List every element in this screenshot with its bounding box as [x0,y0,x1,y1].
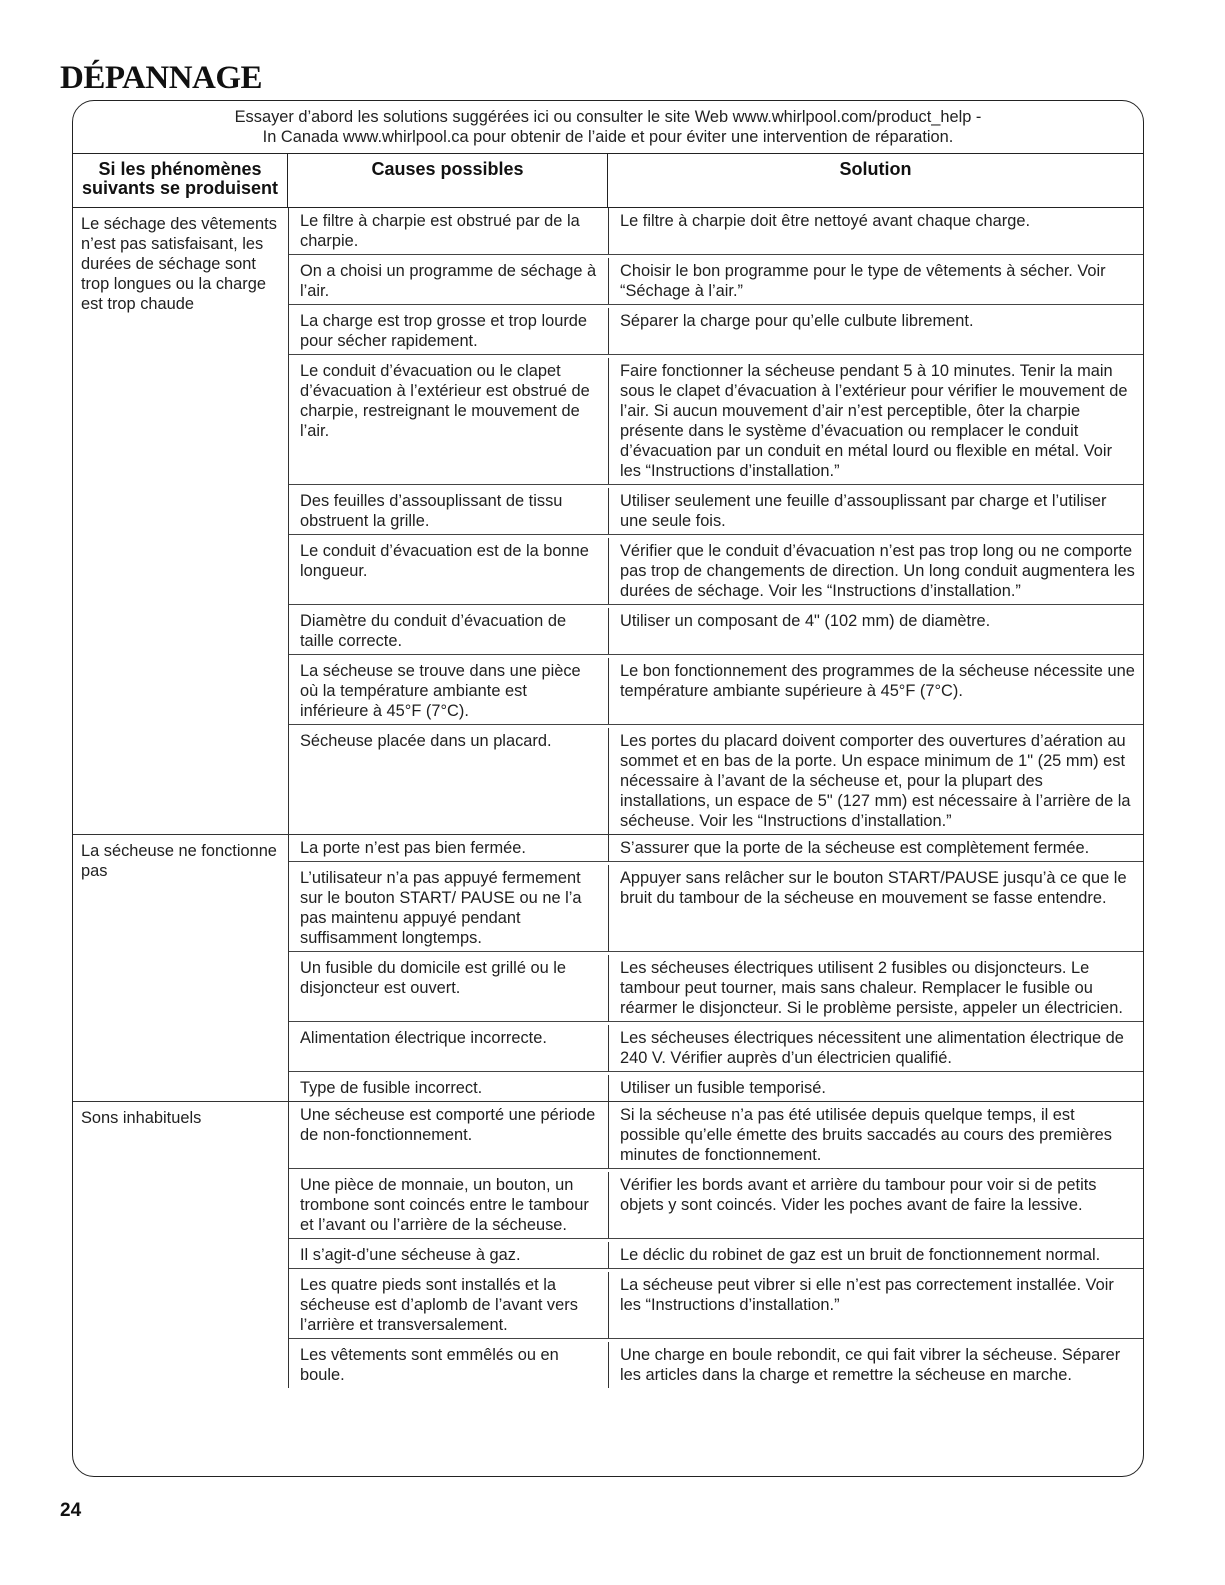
cause-cell: Une sécheuse est comporté une période de non-fonctionnement. [289,1102,609,1168]
solution-cell: Utiliser seulement une feuille d’assouplissant par charge et l’utiliser une seule fois. [620,492,1107,530]
cause-cell: Le conduit d’évacuation est de la bonne longueur. [289,538,609,604]
cause-cell: Des feuilles d’assouplissant de tissu obstruent la grille. [289,488,609,534]
symptom-group [73,208,1143,834]
header-symptom [73,154,288,207]
solution-cell: Le bon fonctionnement des programmes de la sécheuse nécessite une température ambiante supérieure à 45°F (7°C). [620,662,1135,700]
table-body [73,208,1143,1388]
table-row [289,1272,1143,1339]
solution-cell: Si la sécheuse n’a pas été utilisée depuis quelque temps, il est possible qu’elle émette des bruits saccadés au cours des premières minutes de fonctionnement. [620,1106,1112,1164]
symptom-cell: Le séchage des vêtements n’est pas satisfaisant, les durées de séchage sont trop longues ou la charge est trop chaude [81,215,277,313]
table-row [289,308,1143,355]
solution-cell: Vérifier les bords avant et arrière du tambour pour voir si de petits objets y sont coincés. Vider les poches avant de faire la lessive. [620,1176,1097,1214]
solution-cell: Une charge en boule rebondit, ce qui fait vibrer la sécheuse. Séparer les articles dans la charge et remettre la sécheuse en marche. [620,1346,1121,1384]
cause-cell: Une pièce de monnaie, un bouton, un trombone sont coincés entre le tambour et l’avant ou l’arrière de la sécheuse. [289,1172,609,1238]
table-row [289,538,1143,605]
intro-text [73,101,1143,153]
cause-cell: Les vêtements sont emmêlés ou en boule. [289,1342,609,1388]
header-solution: Solution [839,159,912,179]
cause-cell: La porte n’est pas bien fermée. [289,835,609,861]
cause-cell: Alimentation électrique incorrecte. [289,1025,609,1071]
page-number: 24 [60,1500,82,1521]
solution-cell: Choisir le bon programme pour le type de vêtements à sécher. Voir “Séchage à l’air.” [620,262,1106,300]
table-row [289,728,1143,834]
cause-cell: On a choisi un programme de séchage à l’air. [289,258,609,304]
table-row [289,488,1143,535]
table-header [73,153,1143,208]
cause-cell: Le filtre à charpie est obstrué par de la charpie. [289,208,609,254]
solution-cell: Les sécheuses électriques nécessitent une alimentation électrique de 240 V. Vérifier auprès d’un électricien qualifié. [620,1029,1124,1067]
table-row [289,1342,1143,1388]
table-row [289,358,1143,485]
solution-cell: Utiliser un composant de 4" (102 mm) de diamètre. [620,612,991,630]
table-row [289,1242,1143,1269]
intro-line-2: In Canada www.whirlpool.ca pour obtenir de l’aide et pour éviter une intervention de réparation. [262,128,954,146]
solution-cell: Appuyer sans relâcher sur le bouton START/PAUSE jusqu’à ce que le bruit du tambour de la sécheuse en mouvement se fasse entendre. [620,869,1127,907]
cause-cell: L’utilisateur n’a pas appuyé fermement sur le bouton START/ PAUSE ou ne l’a pas maintenu appuyé pendant suffisamment longtemps. [289,865,609,951]
cause-solution-rows [288,1102,1143,1388]
cause-cell: Diamètre du conduit d’évacuation de taille correcte. [289,608,609,654]
solution-cell: S’assurer que la porte de la sécheuse est complètement fermée. [620,839,1090,857]
solution-cell: Séparer la charge pour qu’elle culbute librement. [620,312,974,330]
table-row [289,1025,1143,1072]
symptom-group [73,834,1143,1101]
table-row [289,258,1143,305]
header-symptom-line-2: suivants se produisent [81,178,279,198]
table-row [289,1075,1143,1101]
cause-cell: La charge est trop grosse et trop lourde pour sécher rapidement. [289,308,609,354]
cause-cell: La sécheuse se trouve dans une pièce où la température ambiante est inférieure à 45°F (7°C). [289,658,609,724]
solution-cell: Utiliser un fusible temporisé. [620,1079,826,1097]
table-row [289,1172,1143,1239]
table-row [289,608,1143,655]
solution-cell: Faire fonctionner la sécheuse pendant 5 à 10 minutes. Tenir la main sous le clapet d’évacuation à l’extérieur pour vérifier le mouvement de l’air. Si aucun mouvement d’air n’est perceptible, ôter la charpie présente dans le système d’évacuation ou remplacer le conduit d’évacuation par un conduit en métal lourd ou flexible en métal. Voir les “Instructions d’installation.” [620,362,1128,480]
cause-cell: Le conduit d’évacuation ou le clapet d’évacuation à l’extérieur est obstrué de charpie, restreignant le mouvement de l’air. [289,358,609,484]
solution-cell: Les portes du placard doivent comporter des ouvertures d’aération au sommet et en bas de la porte. Un espace minimum de 1" (25 mm) est nécessaire à l’avant de la sécheuse et, pour la plupart des installations, un espace de 5" (127 mm) est nécessaire à l’arrière de la sécheuse. Voir les “Instructions d’installation.” [620,732,1131,830]
cause-cell: Sécheuse placée dans un placard. [289,728,609,834]
cause-cell: Un fusible du domicile est grillé ou le disjoncteur est ouvert. [289,955,609,1021]
cause-cell: Les quatre pieds sont installés et la sécheuse est d’aplomb de l’avant vers l’arrière et transversalement. [289,1272,609,1338]
table-row [289,835,1143,862]
solution-cell: Le déclic du robinet de gaz est un bruit de fonctionnement normal. [620,1246,1101,1264]
table-row [289,208,1143,255]
table-row [289,955,1143,1022]
intro-line-1: Essayer d’abord les solutions suggérées ici ou consulter le site Web www.whirlpool.com/product_help - [234,108,982,126]
cause-solution-rows [288,835,1143,1101]
table-row [289,865,1143,952]
solution-cell: Le filtre à charpie doit être nettoyé avant chaque charge. [620,212,1031,230]
solution-cell: Les sécheuses électriques utilisent 2 fusibles ou disjoncteurs. Le tambour peut tourner, mais sans chaleur. Remplacer le fusible ou réarmer le disjoncteur. Si le problème persiste, appeler un électricien. [620,959,1123,1017]
solution-cell: Vérifier que le conduit d’évacuation n’est pas trop long ou ne comporte pas trop de changements de direction. Un long conduit augmentera les durées de séchage. Voir les “Instructions d’installation.” [620,542,1135,600]
troubleshooting-table-frame [72,100,1144,1477]
cause-cell: Il s’agit-d’une sécheuse à gaz. [289,1242,609,1268]
symptom-group [73,1101,1143,1388]
cause-cell: Type de fusible incorrect. [289,1075,609,1101]
table-row [289,1102,1143,1169]
table-row [289,658,1143,725]
header-symptom-line-1: Si les phénomènes [98,159,262,179]
solution-cell: La sécheuse peut vibrer si elle n’est pas correctement installée. Voir les “Instructions d’installation.” [620,1276,1114,1314]
symptom-cell: Sons inhabituels [81,1109,202,1127]
symptom-cell: La sécheuse ne fonctionne pas [81,842,277,880]
page-title: DÉPANNAGE [60,60,263,96]
header-causes: Causes possibles [288,154,608,207]
cause-solution-rows [288,208,1143,834]
